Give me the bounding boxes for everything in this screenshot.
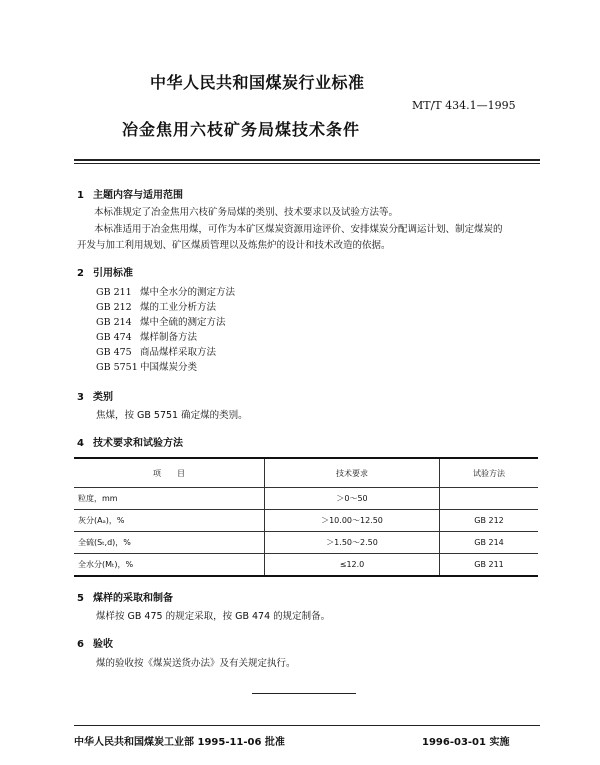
reference-code: GB 211: [96, 287, 132, 298]
reference-code: GB 212: [96, 302, 132, 313]
cell-item: 全水分(Mₜ)，%: [74, 554, 265, 577]
section-5-heading: [77, 589, 173, 604]
technical-requirements-table: [74, 457, 538, 577]
section-title: 技术要求和试验方法: [93, 438, 183, 449]
section-6-heading: [77, 635, 113, 650]
section-1-heading: [77, 186, 183, 201]
header-rule-top: [74, 159, 540, 161]
section-3-paragraph: 焦煤，按 GB 5751 确定煤的类别。: [96, 410, 248, 421]
reference-code: GB 474: [96, 332, 132, 343]
column-header-item: 项 目: [74, 458, 265, 488]
document-title: 冶金焦用六枝矿务局煤技术条件: [122, 120, 361, 139]
cell-test-method: GB 214: [440, 532, 539, 554]
end-of-text-rule: [252, 693, 356, 694]
reference-name: 煤样制备方法: [140, 332, 198, 343]
reference-list: [96, 285, 235, 375]
table-row: [74, 510, 538, 532]
table-header-row: [74, 458, 538, 488]
cell-requirement: ＞0～50: [265, 488, 440, 510]
section-4-heading: [77, 434, 183, 449]
cell-test-method: GB 211: [440, 554, 539, 577]
section-1-paragraph-2-line-2: 开发与加工利用规划、矿区煤质管理以及炼焦炉的设计和技术改造的依据。: [77, 240, 391, 251]
reference-item: [96, 300, 235, 315]
cell-item: 灰分(Aₐ)，%: [74, 510, 265, 532]
section-number: 3: [77, 392, 84, 403]
section-2-heading: [77, 264, 133, 279]
section-number: 6: [77, 639, 84, 650]
reference-name: 商品煤样采取方法: [140, 347, 217, 358]
section-title: 验收: [93, 639, 113, 650]
reference-code: GB 5751: [96, 362, 138, 373]
section-6-paragraph: 煤的验收按《煤炭送货办法》及有关规定执行。: [96, 658, 296, 669]
reference-item: [96, 360, 235, 375]
table-row: [74, 554, 538, 577]
footer-rule: [74, 725, 540, 726]
section-1-paragraph-1: 本标准规定了冶金焦用六枝矿务局煤的类别、技术要求以及试验方法等。: [94, 207, 399, 218]
reference-name: 煤中全硫的测定方法: [140, 317, 226, 328]
effective-date: 1996-03-01 实施: [422, 737, 510, 748]
section-number: 2: [77, 268, 84, 279]
cell-requirement: ≤12.0: [265, 554, 440, 577]
cell-item: 粒度，mm: [74, 488, 265, 510]
cell-requirement: ＞10.00～12.50: [265, 510, 440, 532]
section-number: 5: [77, 593, 84, 604]
reference-item: [96, 315, 235, 330]
cell-requirement: ＞1.50～2.50: [265, 532, 440, 554]
issuing-organization: 中华人民共和国煤炭行业标准: [150, 73, 365, 92]
section-title: 引用标准: [93, 268, 133, 279]
cell-test-method: GB 212: [440, 510, 539, 532]
reference-name: 中国煤炭分类: [140, 362, 198, 373]
reference-name: 煤中全水分的测定方法: [140, 287, 236, 298]
column-header-test-method: 试验方法: [440, 458, 539, 488]
reference-item: [96, 330, 235, 345]
column-header-requirement: 技术要求: [265, 458, 440, 488]
cell-item: 全硫(Sₜ,d)，%: [74, 532, 265, 554]
section-title: 煤样的采取和制备: [93, 593, 173, 604]
cell-test-method: [440, 488, 539, 510]
section-title: 类别: [93, 392, 113, 403]
table-row: [74, 488, 538, 510]
section-title: 主题内容与适用范围: [93, 190, 183, 201]
section-1-paragraph-2-line-1: 本标准适用于冶金焦用煤，可作为本矿区煤炭资源用途评价、安排煤炭分配调运计划、制定煤炭的: [94, 224, 503, 235]
reference-name: 煤的工业分析方法: [140, 302, 217, 313]
table-row: [74, 532, 538, 554]
header-rule-bottom: [74, 163, 540, 164]
section-number: 1: [77, 190, 84, 201]
reference-code: GB 475: [96, 347, 132, 358]
reference-item: [96, 345, 235, 360]
section-number: 4: [77, 438, 84, 449]
section-3-heading: [77, 388, 113, 403]
reference-item: [96, 285, 235, 300]
section-5-paragraph: 煤样按 GB 475 的规定采取，按 GB 474 的规定制备。: [96, 611, 331, 622]
reference-code: GB 214: [96, 317, 132, 328]
approval-line: 中华人民共和国煤炭工业部 1995-11-06 批准: [74, 737, 285, 748]
standard-code: MT/T 434.1—1995: [412, 99, 516, 112]
